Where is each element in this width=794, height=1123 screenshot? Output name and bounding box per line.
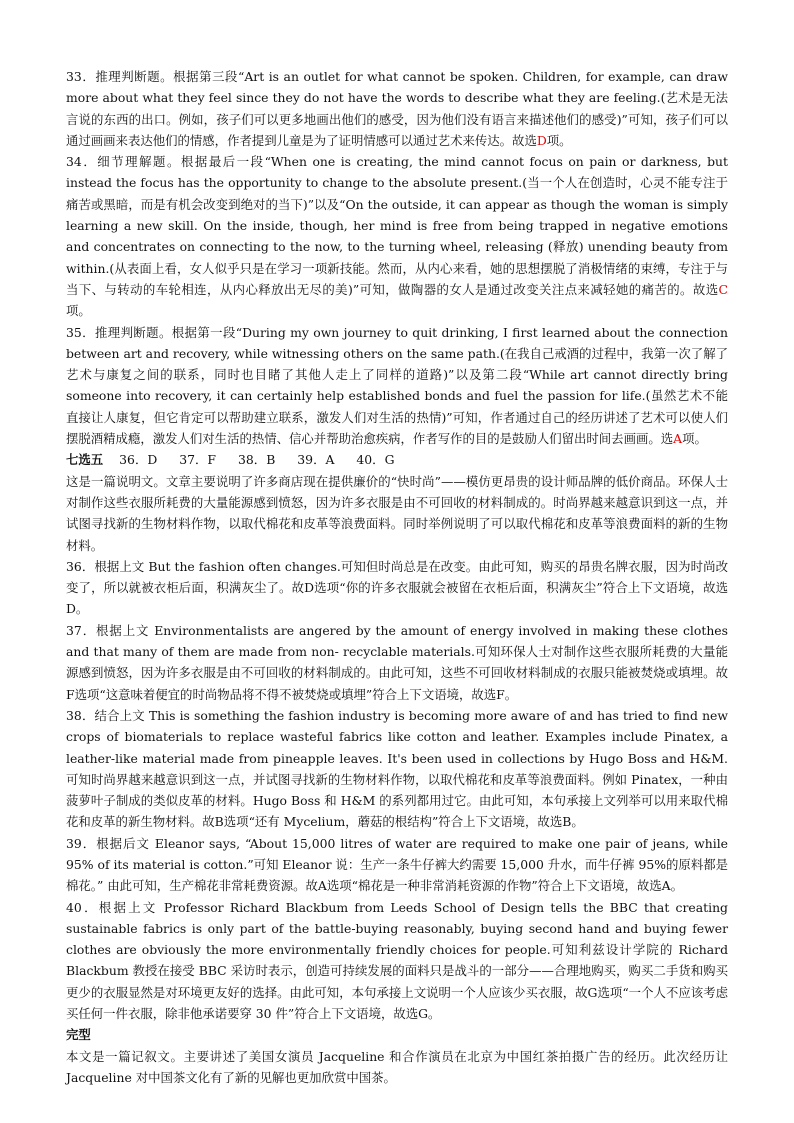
explanation-text: 33．推理判断题。根据第三段“Art is an outlet for what cannot be spoken. Children, for example, can draw more about what they feel since they do not have the words to describe what they are feeling.(艺术是无法言说的东西的出口。例如，孩子们可以更多地画出他们的感受，因为他们没有语言来描述他们的感受)”可知，孩子们可以通过画画来表达他们的情感，作者提到儿童是为了证明情感可以通过艺术来传达。故选 — [66, 69, 728, 148]
answer-key-37: 37．F — [179, 452, 217, 468]
explanation-text: 35．推理判断题。根据第一段“During my own journey to quit drinking, I first learned about the connection between art and recovery, while witnessing others on the same path.(在我自己戒酒的过程中，我第一次了解了艺术与康复之间的联系，同时也目睹了其他人走上了同样的道路)”以及第二段“While art cannot directly bring someone into recovery, it can certainly help established bonds and fuel the passion for life.(虽然艺术不能直接让人康复，但它肯定可以帮助建立联系，激发人们对生活的热情)”可知，作者通过自己的经历讲述了艺术可以使人们摆脱酒精成瘾，激发人们对生活的热情、信心并帮助治愈疾病，作者写作的目的是鼓励人们留出时间去画画。选 — [66, 324, 728, 447]
explanation-end: 项。 — [546, 132, 572, 148]
explanation-q40: 40．根据上文 Professor Richard Blackbum from Leeds School of Design tells the BBC that creating sustainable fabrics is only part of the battle-buying reasonably, buying second hand and buying fewer clothes are obviously the more environmentally friendly choices for people.可知利兹设计学院的 Richard Blackbum 教授在接受 BBC 采访时表示，创造可持续发展的面料只是战斗的一部分——合理地购买，购买二手货和购买更少的衣服显然是对环境更友好的选择。由此可知，本句承接上文说明一个人应该少买衣服，故G选项“一个人不应该考虑买任何一件衣服，除非他承诺要穿 30 件”符合上下文语境，故选G。 — [66, 899, 728, 1022]
explanation-q38: 38．结合上文 This is something the fashion industry is becoming more aware of and has tried to find new crops of biomaterials to replace wasteful fabrics like cotton and leather. Examples include Pinatex, a leather-like material made from pineapple leaves. It's been used in collections by Hugo Boss and H&M.可知时尚界越来越意识到这一点，并试图寻找新的生物材料作物，以取代棉花和皮革等浪费面料。例如 Pinatex，一种由菠萝叶子制成的类似皮革的材料。Hugo Boss 和 H&M 的系列都用过它。由此可知，本句承接上文列举可以用来取代棉花和皮革的新生物材料。故B选项“还有 Mycelium，蘑菇的根结构”符合上下文语境，故选B。 — [66, 707, 728, 830]
answer-letter: A — [673, 431, 683, 447]
answer-letter: D — [536, 132, 547, 148]
section-answer-key-row — [66, 449, 728, 470]
answer-explanation-page — [66, 66, 728, 1088]
explanation-end: 项。 — [682, 431, 707, 447]
answer-key-36: 36．D — [119, 452, 158, 468]
explanation-q35 — [66, 322, 728, 450]
section-summary: 这是一篇说明文。文章主要说明了许多商店现在提供廉价的“快时尚”——模仿更昂贵的设计师品牌的低价商品。环保人士对制作这些衣服所耗费的大量能源感到愤怒，因为许多衣服是由不可回收的材料制成的。时尚界越来越意识到这一点，并试图寻找新的生物材料作物，以取代棉花和皮革等浪费面料。同时举例说明了可以取代棉花和皮革等浪费面料的新的生物材料。 — [66, 473, 728, 553]
explanation-q33 — [66, 66, 728, 151]
section-heading-qixuanwu: 七选五 — [66, 452, 104, 468]
explanation-end: 项。 — [66, 303, 91, 319]
explanation-q36: 36．根据上文 But the fashion often changes.可知但时尚总是在改变。由此可知，购买的昂贵名牌衣服，因为时尚改变了，所以就被衣柜后面，积满灰尘了。故D选项“你的许多衣服就会被留在衣柜后面，积满灰尘”符合上下文语境，故选D。 — [66, 558, 728, 617]
explanation-q39: 39．根据后文 Eleanor says, “About 15,000 litres of water are required to make one pair of jeans, while 95% of its material is cotton.”可知 Eleanor 说：生产一条牛仔裤大约需要 15,000 升水，而牛仔裤 95%的原料都是棉花。” 由此可知，生产棉花非常耗费资源。故A选项“棉花是一种非常消耗资源的作物”符合上下文语境，故选A。 — [66, 835, 728, 894]
section-heading-wanxing: 完型 — [66, 1027, 91, 1043]
explanation-text: 34．细节理解题。根据最后一段“When one is creating, the mind cannot focus on pain or darkness, but instead the focus has the opportunity to change to the absolute present.(当一个人在创造时，心灵不能专注于痛苦或黑暗，而是有机会改变到绝对的当下)”以及“On the outside, it can appear as though the woman is simply learning a new skill. On the inside, though, her mind is free from being trapped in negative emotions and concentrates on connecting to the now, to the turning wheel, releasing (释放) unending beauty from within.(从表面上看，女人似乎只是在学习一项新技能。然而，从内心来看，她的思想摆脱了消极情绪的束缚，专注于与当下、与转动的车轮相连，从内心释放出无尽的美)”可知，做陶器的女人是通过改变关注点来减轻她的痛苦的。故选 — [66, 154, 728, 297]
answer-key-40: 40．G — [356, 452, 395, 468]
explanation-q34 — [66, 151, 728, 321]
answer-key-39: 39．A — [297, 452, 335, 468]
answer-key-38: 38．B — [238, 452, 276, 468]
section-summary: 本文是一篇记叙文。主要讲述了美国女演员 Jacqueline 和合作演员在北京为中国红茶拍摄广告的经历。此次经历让 Jacqueline 对中国茶文化有了新的见解也更加欣赏中国茶。 — [66, 1048, 728, 1085]
explanation-q37: 37．根据上文 Environmentalists are angered by the amount of energy involved in making these clothes and that many of them are made from non- recyclable materials.可知环保人士对制作这些衣服所耗费的大量能源感到愤怒，因为许多衣服是由不可回收的材料制成的。由此可知，这些不可回收材料制成的衣服只能被焚烧或填埋。故F选项“这意味着便宜的时尚物品将不得不被焚烧或填埋”符合上下文语境，故选F。 — [66, 622, 728, 702]
answer-letter: C — [718, 281, 728, 297]
